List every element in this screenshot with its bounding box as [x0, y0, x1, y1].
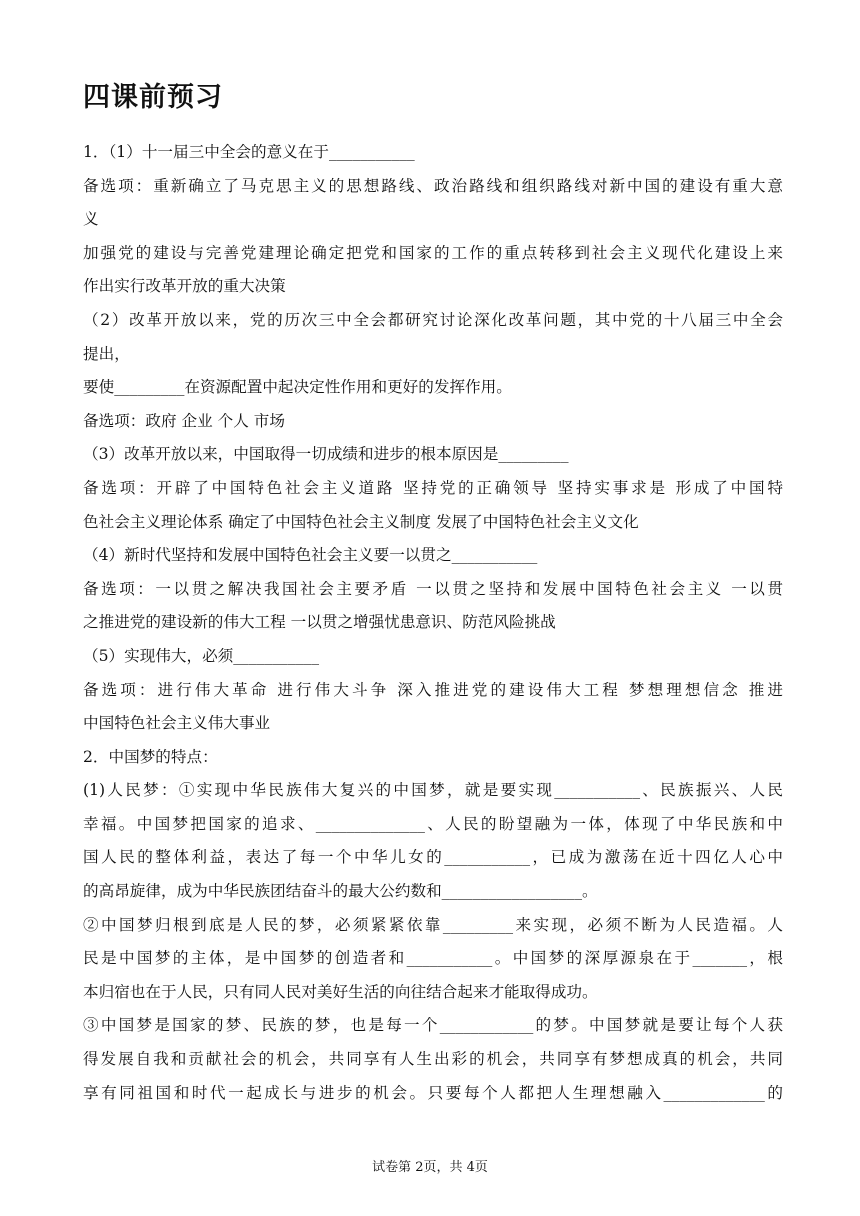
paragraph-line: 享有同祖国和时代一起成长与进步的机会。只要每个人都把人生理想融入_____________的 [83, 1083, 783, 1102]
paragraph-line: 本归宿也在于人民，只有同人民对美好生活的向往结合起来才能取得成功。 [83, 982, 598, 1001]
options-line: 义 [83, 210, 99, 229]
paragraph-line: ②中国梦归根到底是人民的梦，必须紧紧依靠_________来实现，必须不断为人民造福。人 [83, 915, 783, 934]
question-line: （3）改革开放以来，中国取得一切成绩和进步的根本原因是_________ [83, 445, 569, 464]
page-footer: 试卷第 2页，共 4页 [372, 1160, 488, 1175]
question-2-line: 2．中国梦的特点： [83, 747, 218, 766]
question-line: 提出， [83, 344, 130, 363]
options-line: 中国特色社会主义伟大事业 [83, 714, 271, 733]
options-line: 备选项：一以贯之解决我国社会主要矛盾 一以贯之坚持和发展中国特色社会主义 一以贯 [83, 579, 783, 598]
options-line: 备选项：重新确立了马克思主义的思想路线、政治路线和组织路线对新中国的建设有重大意 [83, 176, 783, 195]
question-1-line: 1．（1）十一届三中全会的意义在于___________ [83, 143, 415, 161]
paragraph-line: 得发展自我和贡献社会的机会，共同享有人生出彩的机会，共同享有梦想成真的机会，共同 [83, 1050, 783, 1069]
options-line: 加强党的建设与完善党建理论确定把党和国家的工作的重点转移到社会主义现代化建设上来 [83, 243, 783, 262]
paragraph-line: 国人民的整体利益，表达了每一个中华儿女的___________，已成为激荡在近十四亿人心中 [83, 848, 783, 867]
page-title: 四课前预习 [83, 82, 223, 113]
options-line: 色社会主义理论体系 确定了中国特色社会主义制度 发展了中国特色社会主义文化 [83, 512, 639, 531]
paragraph-line: 的高昂旋律，成为中华民族团结奋斗的最大公约数和__________________。 [83, 882, 598, 901]
options-line: 备选项：开辟了中国特色社会主义道路 坚持党的正确领导 坚持实事求是 形成了中国特 [83, 478, 783, 497]
paragraph-line: 民是中国梦的主体，是中国梦的创造者和___________。中国梦的深厚源泉在于_______，根 [83, 949, 783, 968]
options-line: 之推进党的建设新的伟大工程 一以贯之增强忧患意识、防范风险挑战 [83, 613, 556, 632]
question-line: 要使_________在资源配置中起决定性作用和更好的发挥作用。 [83, 378, 512, 397]
paragraph-line: 幸福。中国梦把国家的追求、______________、人民的盼望融为一体，体现了中华民族和中 [83, 814, 783, 833]
question-line: （5）实现伟大，必须___________ [83, 646, 320, 665]
question-line: （4）新时代坚持和发展中国特色社会主义要一以贯之___________ [83, 546, 538, 565]
paragraph-line: (1)人民梦：①实现中华民族伟大复兴的中国梦，就是要实现___________、民族振兴、人民 [83, 781, 783, 800]
paragraph-line: ③中国梦是国家的梦、民族的梦，也是每一个____________的梦。中国梦就是要让每个人获 [83, 1016, 783, 1035]
options-line: 备选项：政府 企业 个人 市场 [83, 411, 285, 430]
question-line: （2）改革开放以来，党的历次三中全会都研究讨论深化改革问题，其中党的十八届三中全会 [83, 310, 783, 329]
options-line: 作出实行改革开放的重大决策 [83, 277, 286, 296]
document-body [83, 136, 783, 1110]
options-line: 备选项：进行伟大革命 进行伟大斗争 深入推进党的建设伟大工程 梦想理想信念 推进 [83, 680, 783, 699]
